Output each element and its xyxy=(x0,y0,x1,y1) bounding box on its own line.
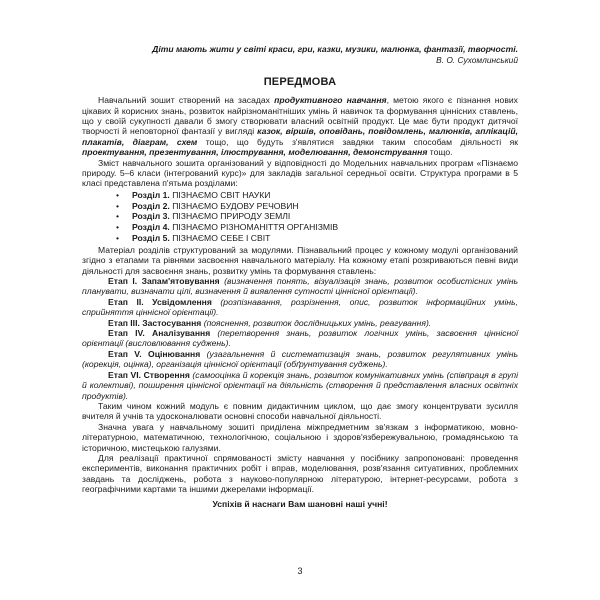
stage-item xyxy=(82,349,518,370)
page-content xyxy=(82,44,518,509)
stage-title: Етап IV. Аналізування xyxy=(108,328,211,339)
intro-text: Навчальний зошит створений на засадах xyxy=(98,95,275,106)
section-label: Розділ 1. xyxy=(132,189,170,200)
section-label: Розділ 4. xyxy=(132,222,170,233)
stage-item xyxy=(82,328,518,349)
page-number: 3 xyxy=(297,566,303,576)
page-title: ПЕРЕДМОВА xyxy=(263,76,337,89)
section-item xyxy=(116,211,518,222)
intro-emphasis: проектування, презентування, ілюстрування, моделювання, демонстрування xyxy=(82,147,428,158)
section-item xyxy=(116,222,518,233)
stage-description: (пояснення, розвиток дослідницьких умінь, реагування). xyxy=(201,317,432,328)
intro-text: тощо, що будуть з'являтися завдяки таким способам діяльності як xyxy=(197,136,518,147)
cycle-paragraph: Таким чином кожний модуль є повним дидактичним циклом, що дає змогу концентрувати зусилля вчителя й учнів та удосконалювати основні способи навчальної діяльності. xyxy=(82,400,518,422)
stage-item xyxy=(82,297,518,318)
section-item xyxy=(116,201,518,212)
stage-description: (розпізнавання, розрізнення, опис, розвиток інформаційних умінь, сприйняття ціннісної орієнтації). xyxy=(82,296,518,318)
stage-description: (самооцінка й корекція знань, розвиток комунікативних умінь (співпраця в групі й колективі), поширення ціннісної орієнтації на діяльність (створення й представлення власних освітніх продуктів). xyxy=(82,369,519,401)
intro-emphasis: казок, віршів, оповідань, повідомлень, малюнків, аплікацій, плакатів, діаграм, схем xyxy=(82,126,518,147)
stage-description: (перетворення знань, розвиток логічних умінь, засвоєння ціннісної орієнтації (висловлювання суджень). xyxy=(82,328,518,349)
section-label: Розділ 5. xyxy=(132,233,170,244)
attention-paragraph: Значна увага у навчальному зошиті приділена міжпредметним зв'язкам з інформатикою, мовно-літературною, математичною, технологічною, соціальною і здоров'язбережувальною, громадянською та історичною, мистецькою галузями. xyxy=(82,421,518,453)
stage-title: Етап І. Запам'ятовування xyxy=(108,276,220,287)
stage-title: Етап V. Оцінювання xyxy=(108,348,201,359)
closing-wish: Успіхів й наснаги Вам шановні наші учні! xyxy=(212,498,388,509)
section-label: Розділ 2. xyxy=(132,200,170,211)
program-paragraph: Зміст навчального зошита організований у відповідності до Модельних навчальних програм «Пізнаємо природу. 5–6 класи (інтегрований курс)» для закладів загальної середньої освіти. Структура програми в 5 класі представлена п'ятьма розділами: xyxy=(82,157,518,189)
stages-list xyxy=(82,276,518,401)
stage-item xyxy=(82,276,518,297)
epigraph-quote: Діти мають жити у світі краси, гри, казки, музики, малюнка, фантазії, творчості. xyxy=(152,44,518,54)
section-name: ПІЗНАЄМО БУДОВУ РЕЧОВИН xyxy=(172,200,299,211)
epigraph-author: В. О. Сухомлинський xyxy=(436,54,518,65)
sections-list xyxy=(116,190,518,244)
intro-text: тощо. xyxy=(427,147,453,158)
modules-paragraph: Матеріал розділів структурований за модулями. Пізнавальний процес у кожному модулі організований згідно з етапами та рівнями засвоєння навчального матеріалу. На кожному етапі розкриваються певні види діяльності для засвоєння знань, розвитку умінь та формування ставлень: xyxy=(82,244,518,276)
section-label: Розділ 3. xyxy=(132,211,170,222)
section-item xyxy=(116,190,518,201)
section-name: ПІЗНАЄМО РІЗНОМАНІТТЯ ОРГАНІЗМІВ xyxy=(172,222,339,233)
stage-item xyxy=(82,318,518,328)
intro-emphasis: продуктивного навчання xyxy=(274,95,387,106)
intro-text: , метою якого є пізнання нових цікавих й корисних знань, розвиток найрізноманітніших умінь й навичок та формування ціннісних ставлень, що у своїй сукупності давали б змогу створювати власний освітній продукт. Це має бути продукт дитячої творчості й неповторної фантазії у вигляді xyxy=(82,95,518,137)
practice-paragraph: Для реалізації практичної спрямованості змісту навчання у посібнику запропоновані: проведення експериментів, виконання практичних робіт і вправ, моделювання, розв'язання ситуативних, проблемних завдань та досліджень, робота з науково-популярною літературою, інтернет-ресурсами, робота з географічними картами та іншими джерелами інформації. xyxy=(82,452,518,495)
section-item xyxy=(116,233,518,244)
section-name: ПІЗНАЄМО СЕБЕ І СВІТ xyxy=(172,233,271,244)
intro-paragraph xyxy=(82,95,518,157)
stage-title: Етап VI. Створення xyxy=(108,369,190,380)
stage-description: (визначення понять, візуалізація знань, розвиток особистісних умінь планувати, визначати цілі, визначення й виявлення сутності ціннісної орієнтації). xyxy=(82,276,518,297)
stage-title: Етап ІІ. Усвідомлення xyxy=(108,296,212,307)
stage-item xyxy=(82,370,518,401)
stage-description: (узагальнення й систематизація знань, розвиток регулятивних умінь (корекція, оцінка), організація ціннісної орієнтації (обґрунтування суджень). xyxy=(82,348,518,370)
section-name: ПІЗНАЄМО ПРИРОДУ ЗЕМЛІ xyxy=(172,211,291,222)
stage-title: Етап ІІІ. Застосування xyxy=(108,317,202,328)
section-name: ПІЗНАЄМО СВІТ НАУКИ xyxy=(172,189,271,200)
